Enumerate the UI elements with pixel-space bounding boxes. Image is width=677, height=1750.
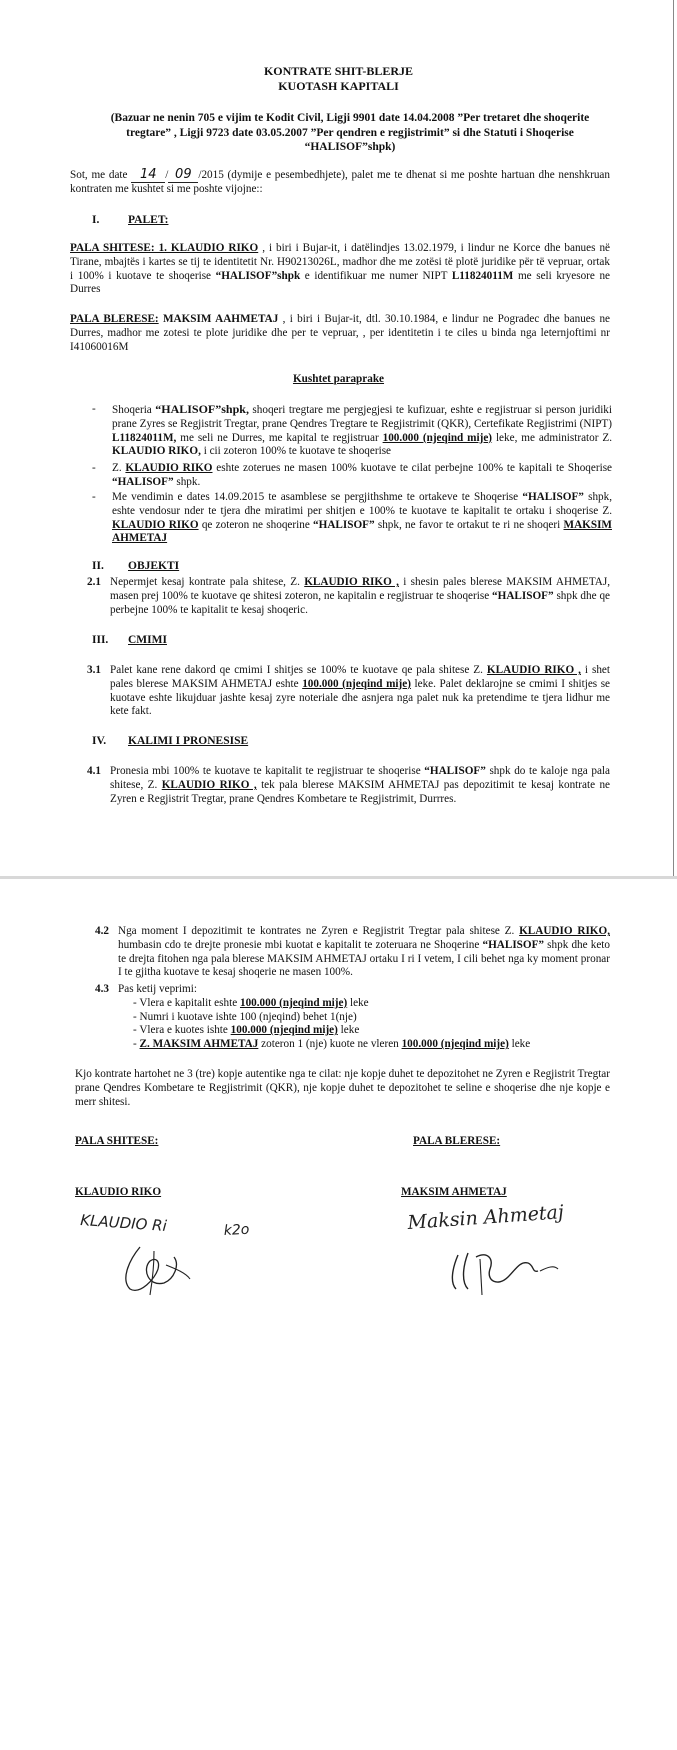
section-2-heading: II. OBJEKTI bbox=[92, 560, 180, 572]
seller-signature-name: KLAUDIO RIKO bbox=[75, 1186, 162, 1198]
condition-item-1: - Shoqeria “HALISOF”shpk, shoqeri tregtare me pergjegjesi te kufizuar, eshte e regjistruar si person juridiki prane Zyres se Regjistrit Tregtar, prane Qendres Tregtare te Regjistrimit (QKR), Certefikate Regjistrimi (NIPT) L11824011M, me seli ne Durres, me kapital te regjistruar 100.000 (njeqind mije) leke, me administrator Z. KLAUDIO RIKO, i cii zoteron 100% te kuotave te shoqerise bbox=[92, 402, 613, 458]
buyer-name: MAKSIM AAHMETAJ bbox=[162, 313, 279, 325]
document-subtitle: KUOTASH KAPITALI bbox=[278, 79, 399, 93]
bullet-quota-value: - Vlera e kuotes ishte 100.000 (njeqind mije) leke bbox=[133, 1024, 360, 1037]
buyer-signature-name: MAKSIM AHMETAJ bbox=[401, 1186, 507, 1198]
seller-party-label: PALA SHITESE: 1. KLAUDIO RIKO bbox=[70, 242, 259, 254]
conditions-heading: Kushtet paraprake bbox=[292, 373, 385, 385]
clause-4-3: 4.3 Pas ketij veprimi: - Vlera e kapitalit eshte 100.000 (njeqind mije) leke - Numri i kuotave ishte 100 (njeqind) behet 1(nje) - Vlera e kuotes ishte 100.000 (njeqind mije) leke - Z. MAKSIM AHMETAJ zoteron 1 (nje) kuote ne vleren 100.000 (njeqind mije) leke bbox=[118, 983, 610, 1052]
seller-nipt: L11824011M bbox=[451, 269, 514, 282]
buyer-party-paragraph: PALA BLERESE: MAKSIM AAHMETAJ , i biri i Bujar-it, dtl. 30.10.1984, e lindur ne Pogradec dhe banues ne Durres, madhor me zotesi te plote juridike dhe per te vepruar, , per identitetin i te ciles u binda nga leternjoftimi nr I41060016M bbox=[70, 313, 610, 353]
section-4-heading: IV. KALIMI I PRONESISE bbox=[92, 735, 249, 747]
contract-page-2 bbox=[0, 879, 677, 1750]
date-day-handwritten: 14 bbox=[131, 168, 165, 183]
page-edge-line bbox=[673, 0, 674, 877]
seller-handwritten-signature bbox=[70, 1199, 280, 1299]
legal-basis: (Bazuar ne nenin 705 e vijim te Kodit Civil, Ligji 9901 date 14.04.2008 ”Per tretaret dhe shoqerite tregtare” , Ligji 9723 date 03.05.2007 ”Per qendren e regjistrimit” si dhe Statuti i Shoqerise “HALISOF”shpk) bbox=[110, 112, 590, 153]
svg-text:k2o: k2o bbox=[223, 1221, 250, 1239]
clause-2-1: 2.1 Nepermjet kesaj kontrate pala shitese, Z. KLAUDIO RIKO , i shesin pales blerese MAKSIM AHMETAJ, masen prej 100% te kuotave qe shitesi zoteron, ne kapitalin e regjistruar te shoqerise “HALISOF” shpk dhe qe perbejne 100% te kapitalit te kesaj shoqeric. bbox=[87, 576, 611, 616]
svg-text:KLAUDIO Ri: KLAUDIO Ri bbox=[79, 1211, 168, 1236]
buyer-handwritten-signature bbox=[398, 1199, 628, 1299]
section-3-heading: III. CMIMI bbox=[92, 634, 167, 646]
closing-paragraph: Kjo kontrate hartohet ne 3 (tre) kopje autentike nga te cilat: nje kopje duhet te depozitohet ne Zyren e Regjistrit Tregtar prane Qendres Kombetare te Regjistrimit (QKR), nje kopje duhet te depozitohet te seline e shoqerise dhe nje kopje e merr shitesi. bbox=[75, 1068, 610, 1108]
seller-signature-label: PALA SHITESE: bbox=[75, 1135, 159, 1147]
seller-party-paragraph: PALA SHITESE: 1. KLAUDIO RIKO , i biri i Bujar-it, i datëlindjes 13.02.1979, i lindur ne Korce dhe banues në Tirane, mbajtës i kartes se tij te identitetit Nr. H90213026L, madhor dhe me zotësi të plotë juridike për të vepruar, ortak i 100% i kuotave te shoqerise “HALISOF”shpk e identifikuar me numer NIPT L11824011M me seli kryesore ne Durres bbox=[70, 242, 611, 296]
buyer-party-label: PALA BLERESE: bbox=[70, 313, 159, 325]
bullet-capital-value: - Vlera e kapitalit eshte 100.000 (njeqind mije) leke bbox=[133, 996, 369, 1009]
buyer-signature-label: PALA BLERESE: bbox=[413, 1135, 501, 1147]
clause-4-1: 4.1 Pronesia mbi 100% te kuotave te kapitalit te regjistruar te shoqerise “HALISOF” shpk do te kaloje nga pala shitese, Z. KLAUDIO RIKO , tek pala blerese MAKSIM AHMETAJ pas depozitimit te kesaj kontrate ne Zyren e Regjistrit Tregtar, prane Qendres Kombetare te Regjistrimit, Durrres. bbox=[87, 765, 611, 805]
bullet-quota-count: - Numri i kuotave ishte 100 (njeqind) behet 1(nje) bbox=[133, 1010, 357, 1023]
document-title: KONTRATE SHIT-BLERJE bbox=[263, 64, 414, 78]
bullet-new-owner: - Z. MAKSIM AHMETAJ zoteron 1 (nje) kuote ne vleren 100.000 (njeqind mije) leke bbox=[133, 1038, 531, 1051]
intro-paragraph: Sot, me date 14 / 09 /2015 (dymije e pesembedhjete), palet me te dhenat si me poshte hartuan dhe nenshkruan kontraten me kushtet si me poshte vijojne:: bbox=[70, 167, 610, 195]
date-month-handwritten: 09 bbox=[168, 168, 198, 183]
clause-4-2: 4.2 Nga moment I depozitimit te kontrates ne Zyren e Regjistrit Tregtar pala shitese Z. KLAUDIO RIKO, humbasin cdo te drejte pronesie mbi kuotat e kapitalit te zoteruara ne Shoqerine “HALISOF” shpk dhe keto te drejta fitohen nga pala blerese MAKSIM AHMETAJ ortaku I ri I vetem, I cili behet nga ky moment pronar I te gjitha kuotave te kesaj shoqerie ne masen 100%. bbox=[95, 925, 610, 979]
clause-3-1: 3.1 Palet kane rene dakord qe cmimi I shitjes se 100% te kuotave qe pala shitese Z. KLAUDIO RIKO , i shet pales blerese MAKSIM AHMETAJ eshte 100.000 (njeqind mije) leke. Palet deklarojne se cmimi I shitjes se kuotave eshte likujduar jashte kesaj zyre noteriale dhe asnjera nga palet nuk ka pretendime te tjera lidhur me kete fakt. bbox=[87, 664, 611, 718]
condition-item-3: - Me vendimin e dates 14.09.2015 te asamblese se pergjithshme te ortakeve te Shoqerise “HALISOF” shpk, eshte vendosur nder te tjera dhe miratimi per shitjen e 100% te kuotave te kapitalit te ortaku i shoqerise Z. KLAUDIO RIKO qe zoteron ne shoqerine “HALISOF” shpk, ne favor te ortakut te ri ne shoqeri MAKSIM AHMETAJ bbox=[92, 491, 613, 545]
condition-item-2: - Z. KLAUDIO RIKO eshte zoterues ne masen 100% kuotave te cilat perbejne 100% te kapitali te Shoqerise “HALISOF” shpk. bbox=[92, 462, 613, 488]
svg-text:Maksin Ahmetaj: Maksin Ahmetaj bbox=[406, 1201, 565, 1234]
section-1-heading: I. PALET: bbox=[92, 214, 169, 226]
